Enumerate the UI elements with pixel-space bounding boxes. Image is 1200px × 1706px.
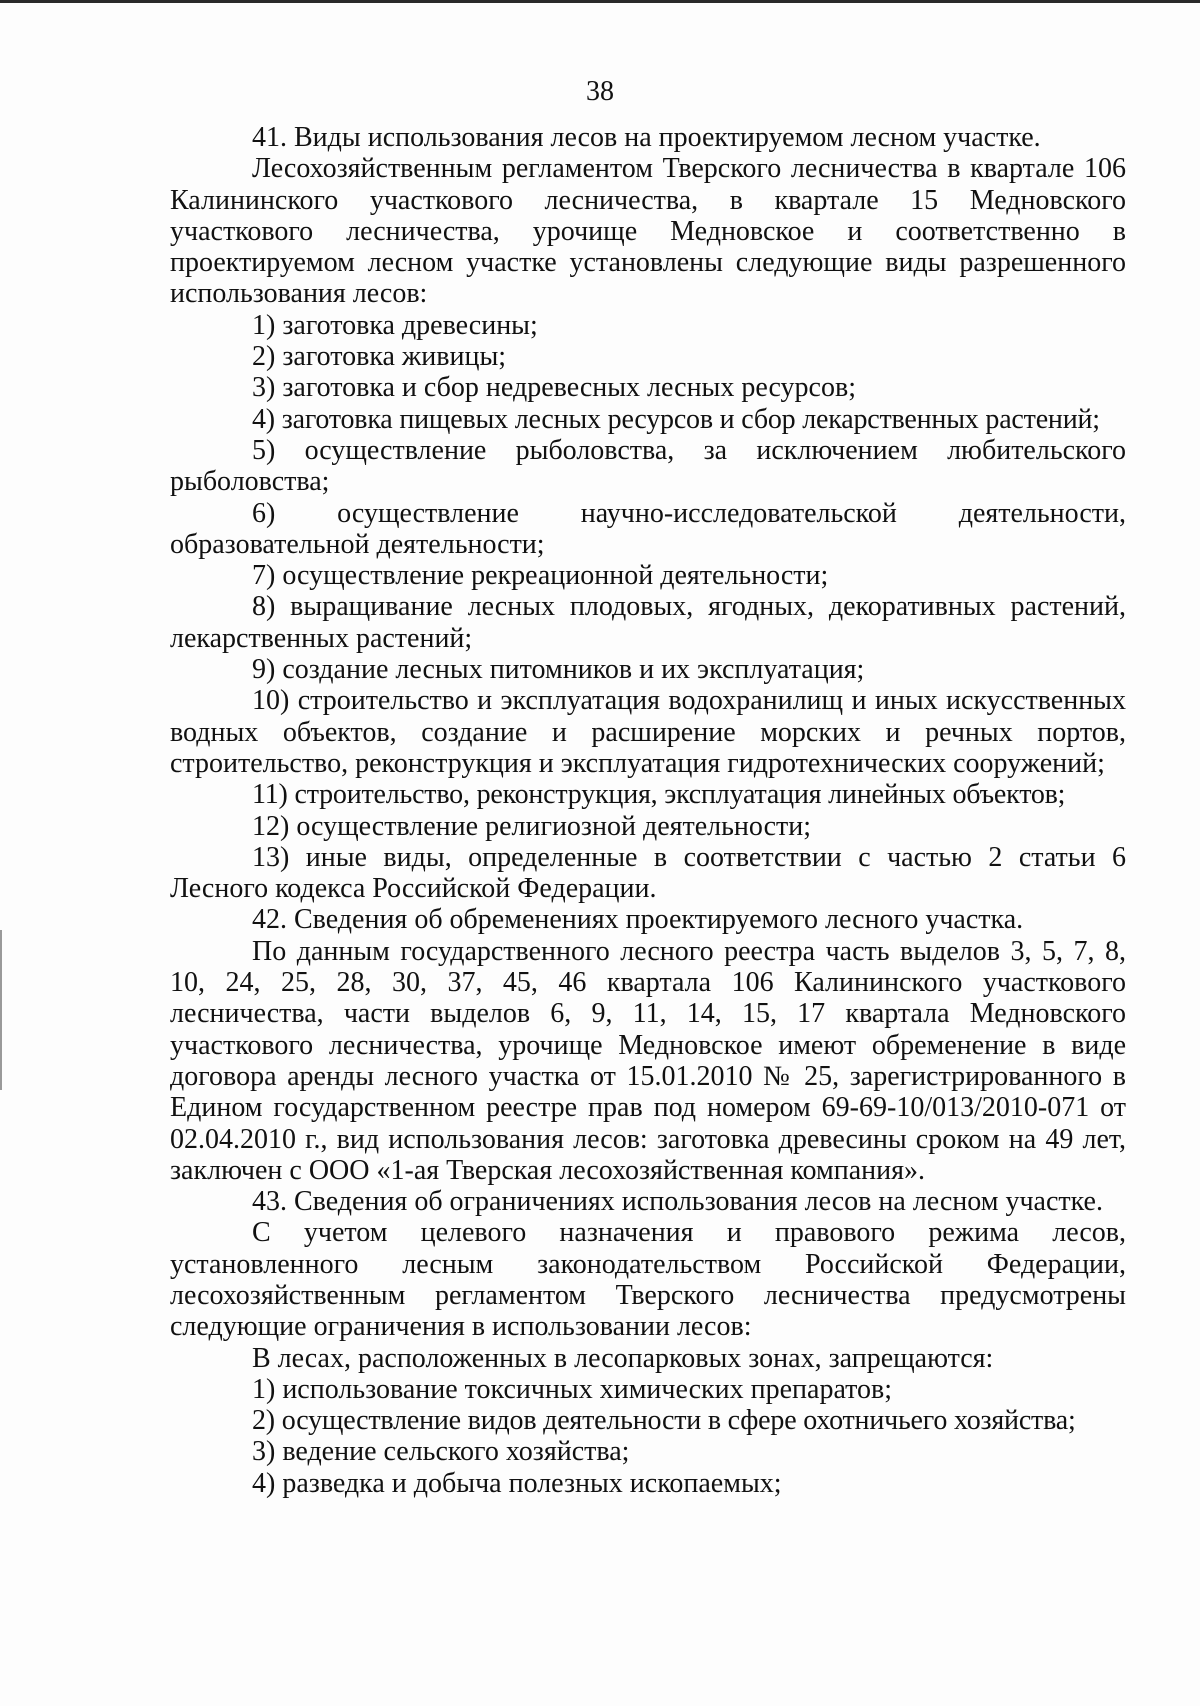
section-42-body: По данным государственного лесного реестра часть выделов 3, 5, 7, 8, 10, 24, 25, 28, 30, 37, 45, 46 квартала 106 Калининского участкового лесничества, части выделов 6, 9, 11, 14, 15, 17 квартала Медновского участкового лесничества, урочище Медновское имеют обременение в виде договора аренды лесного участка от 15.01.2010 № 25, зарегистрированного в Едином государственном реестре прав под номером 69-69-10/013/2010-071 от 02.04.2010 г., вид использования лесов: заготовка древесины сроком на 49 лет, заключен с ООО «1-ая Тверская лесохозяйственная компания». xyxy=(170,935,1126,1186)
list-item: 4) разведка и добыча полезных ископаемых; xyxy=(252,1467,782,1499)
list-item: 1) заготовка древесины; xyxy=(252,309,538,341)
list-item: 12) осуществление религиозной деятельности; xyxy=(252,810,812,842)
document-body xyxy=(170,122,1126,1499)
list-item: 9) создание лесных питомников и их эксплуатация; xyxy=(252,654,865,686)
list-item: 11) строительство, реконструкция, эксплуатация линейных объектов; xyxy=(252,779,1066,811)
scan-top-edge xyxy=(0,0,1200,3)
list-item: 1) использование токсичных химических препаратов; xyxy=(252,1373,893,1405)
scan-left-mark xyxy=(0,930,2,1090)
section-42-heading: 42. Сведения об обременениях проектируемого лесного участка. xyxy=(252,904,1024,936)
section-41-intro: Лесохозяйственным регламентом Тверского лесничества в квартале 106 Калининского участкового лесничества, в квартале 15 Медновского участкового лесничества, урочище Медновское и соответственно в проектируемом лесном участке установлены следующие виды разрешенного использования лесов: xyxy=(170,153,1126,310)
list-item: 6) осуществление научно-исследовательской деятельности, образовательной деятельности; xyxy=(170,497,1126,560)
list-item: 2) осуществление видов деятельности в сфере охотничьего хозяйства; xyxy=(252,1405,1076,1437)
section-43-heading: 43. Сведения об ограничениях использования лесов на лесном участке. xyxy=(252,1186,1103,1218)
list-item: 4) заготовка пищевых лесных ресурсов и сбор лекарственных растений; xyxy=(252,403,1100,435)
section-43-subheading: В лесах, расположенных в лесопарковых зонах, запрещаются: xyxy=(252,1342,994,1374)
list-item: 7) осуществление рекреационной деятельности; xyxy=(252,560,829,592)
list-item: 3) заготовка и сбор недревесных лесных ресурсов; xyxy=(252,372,856,404)
list-item: 5) осуществление рыболовства, за исключением любительского рыболовства; xyxy=(170,434,1126,498)
list-item: 13) иные виды, определенные в соответствии с частью 2 статьи 6 Лесного кодекса Российской Федерации. xyxy=(170,841,1126,905)
list-item: 3) ведение сельского хозяйства; xyxy=(252,1436,630,1468)
list-item: 8) выращивание лесных плодовых, ягодных, декоративных растений, лекарственных растений; xyxy=(170,591,1126,654)
list-item: 10) строительство и эксплуатация водохранилищ и иных искусственных водных объектов, создание и расширение морских и речных портов, строительство, реконструкция и эксплуатация гидротехнических сооружений; xyxy=(170,685,1126,779)
section-43-intro: С учетом целевого назначения и правового режима лесов, установленного лесным законодательством Российской Федерации, лесохозяйственным регламентом Тверского лесничества предусмотрены следующие ограничения в использовании лесов: xyxy=(170,1217,1126,1343)
section-41-heading: 41. Виды использования лесов на проектируемом лесном участке. xyxy=(252,122,1041,153)
list-item: 2) заготовка живицы; xyxy=(252,341,507,373)
page-number: 38 xyxy=(586,76,614,107)
